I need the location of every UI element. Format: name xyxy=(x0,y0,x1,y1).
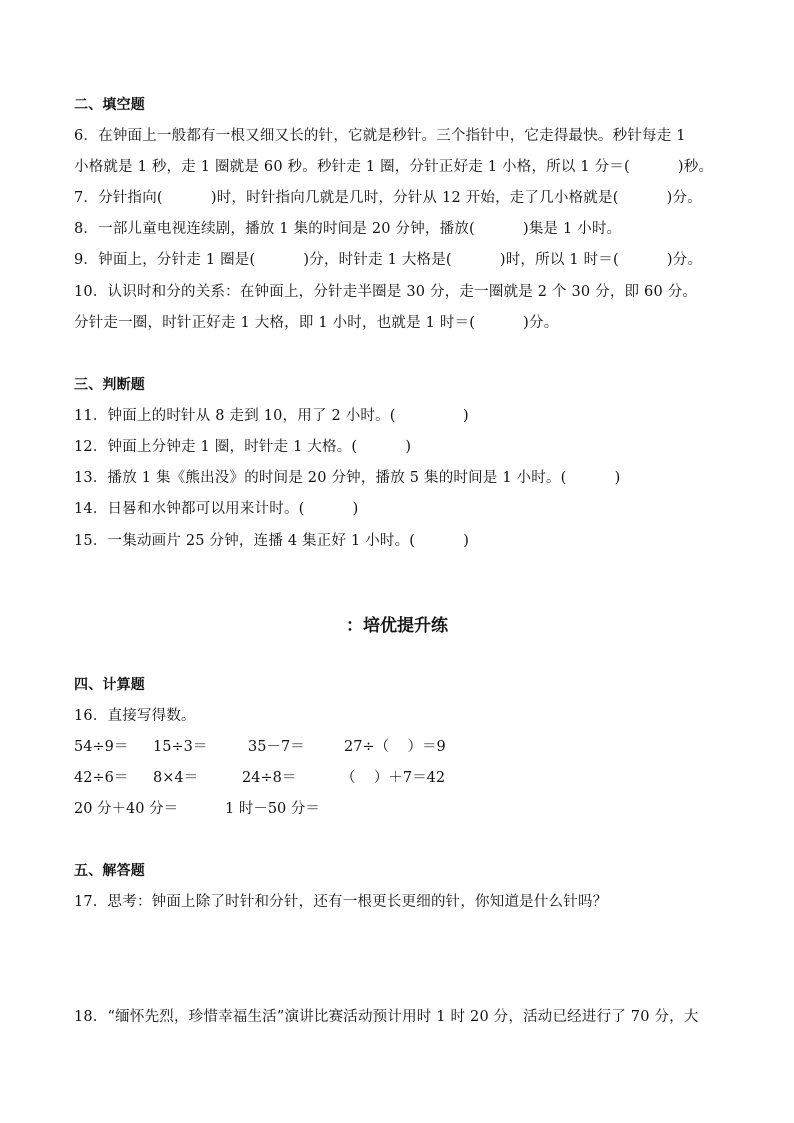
calc-item: 20 分＋40 分＝ xyxy=(74,801,179,817)
calc-item: 1 时－50 分＝ xyxy=(225,801,320,817)
question-line: 15．一集动画片 25 分钟，连播 4 集正好 1 小时。( ) xyxy=(74,533,470,549)
question-line: 10．认识时和分的关系：在钟面上，分针走半圈是 30 分，走一圈就是 2 个 30 分，即 60 分。 xyxy=(74,284,698,300)
calc-item: （ ）＋7＝42 xyxy=(341,770,446,786)
question-line: 13．播放 1 集《熊出没》的时间是 20 分钟，播放 5 集的时间是 1 小时。( ) xyxy=(74,470,621,486)
question-line: 分针走一圈，时针正好走 1 大格，即 1 小时，也就是 1 时＝( )分。 xyxy=(74,315,559,331)
calc-item: 35－7＝ xyxy=(248,739,305,755)
question-line: 17．思考：钟面上除了时针和分针，还有一根更长更细的针，你知道是什么针吗？ xyxy=(74,894,608,910)
question-line: 12．钟面上分钟走 1 圈，时针走 1 大格。( ) xyxy=(74,439,412,455)
question-line: 7．分针指向( )时，时针指向几就是几时，分针从 12 开始，走了几小格就是( )分。 xyxy=(74,190,702,206)
section-heading-calc: 四、计算题 xyxy=(74,677,145,693)
question-line: 9．钟面上，分针走 1 圈是( )分，时针走 1 大格是( )时，所以 1 时＝( )分。 xyxy=(74,252,703,268)
section-heading-answer: 五、解答题 xyxy=(74,863,145,879)
question-line: 8．一部儿童电视连续剧，播放 1 集的时间是 20 分钟，播放( )集是 1 小时。 xyxy=(74,221,622,237)
calc-item: 54÷9＝ xyxy=(74,739,129,755)
question-line: 小格就是 1 秒，走 1 圈就是 60 秒。秒针走 1 圈，分针正好走 1 小格，所以 1 分＝( )秒。 xyxy=(74,159,714,175)
section-heading-judge: 三、判断题 xyxy=(74,377,145,393)
calc-item: 27÷（ ）＝9 xyxy=(344,739,446,755)
section-heading-fill-blank: 二、填空题 xyxy=(74,97,145,113)
calc-item: 8×4＝ xyxy=(153,770,199,786)
question-line: 6．在钟面上一般都有一根又细又长的针，它就是秒针。三个指针中，它走得最快。秒针每走 1 xyxy=(74,128,686,144)
calc-item: 15÷3＝ xyxy=(153,739,208,755)
question-line: 14．日晷和水钟都可以用来计时。( ) xyxy=(74,501,359,517)
section-title: ：培优提升练 xyxy=(346,616,448,636)
question-line: 16．直接写得数。 xyxy=(74,708,196,724)
question-line: 18．“缅怀先烈，珍惜幸福生活”演讲比赛活动预计用时 1 时 20 分，活动已经进行了 70 分，大 xyxy=(74,1009,699,1025)
question-line: 11．钟面上的时针从 8 走到 10，用了 2 小时。( ) xyxy=(74,408,469,424)
calc-item: 24÷8＝ xyxy=(242,770,297,786)
calc-item: 42÷6＝ xyxy=(74,770,129,786)
